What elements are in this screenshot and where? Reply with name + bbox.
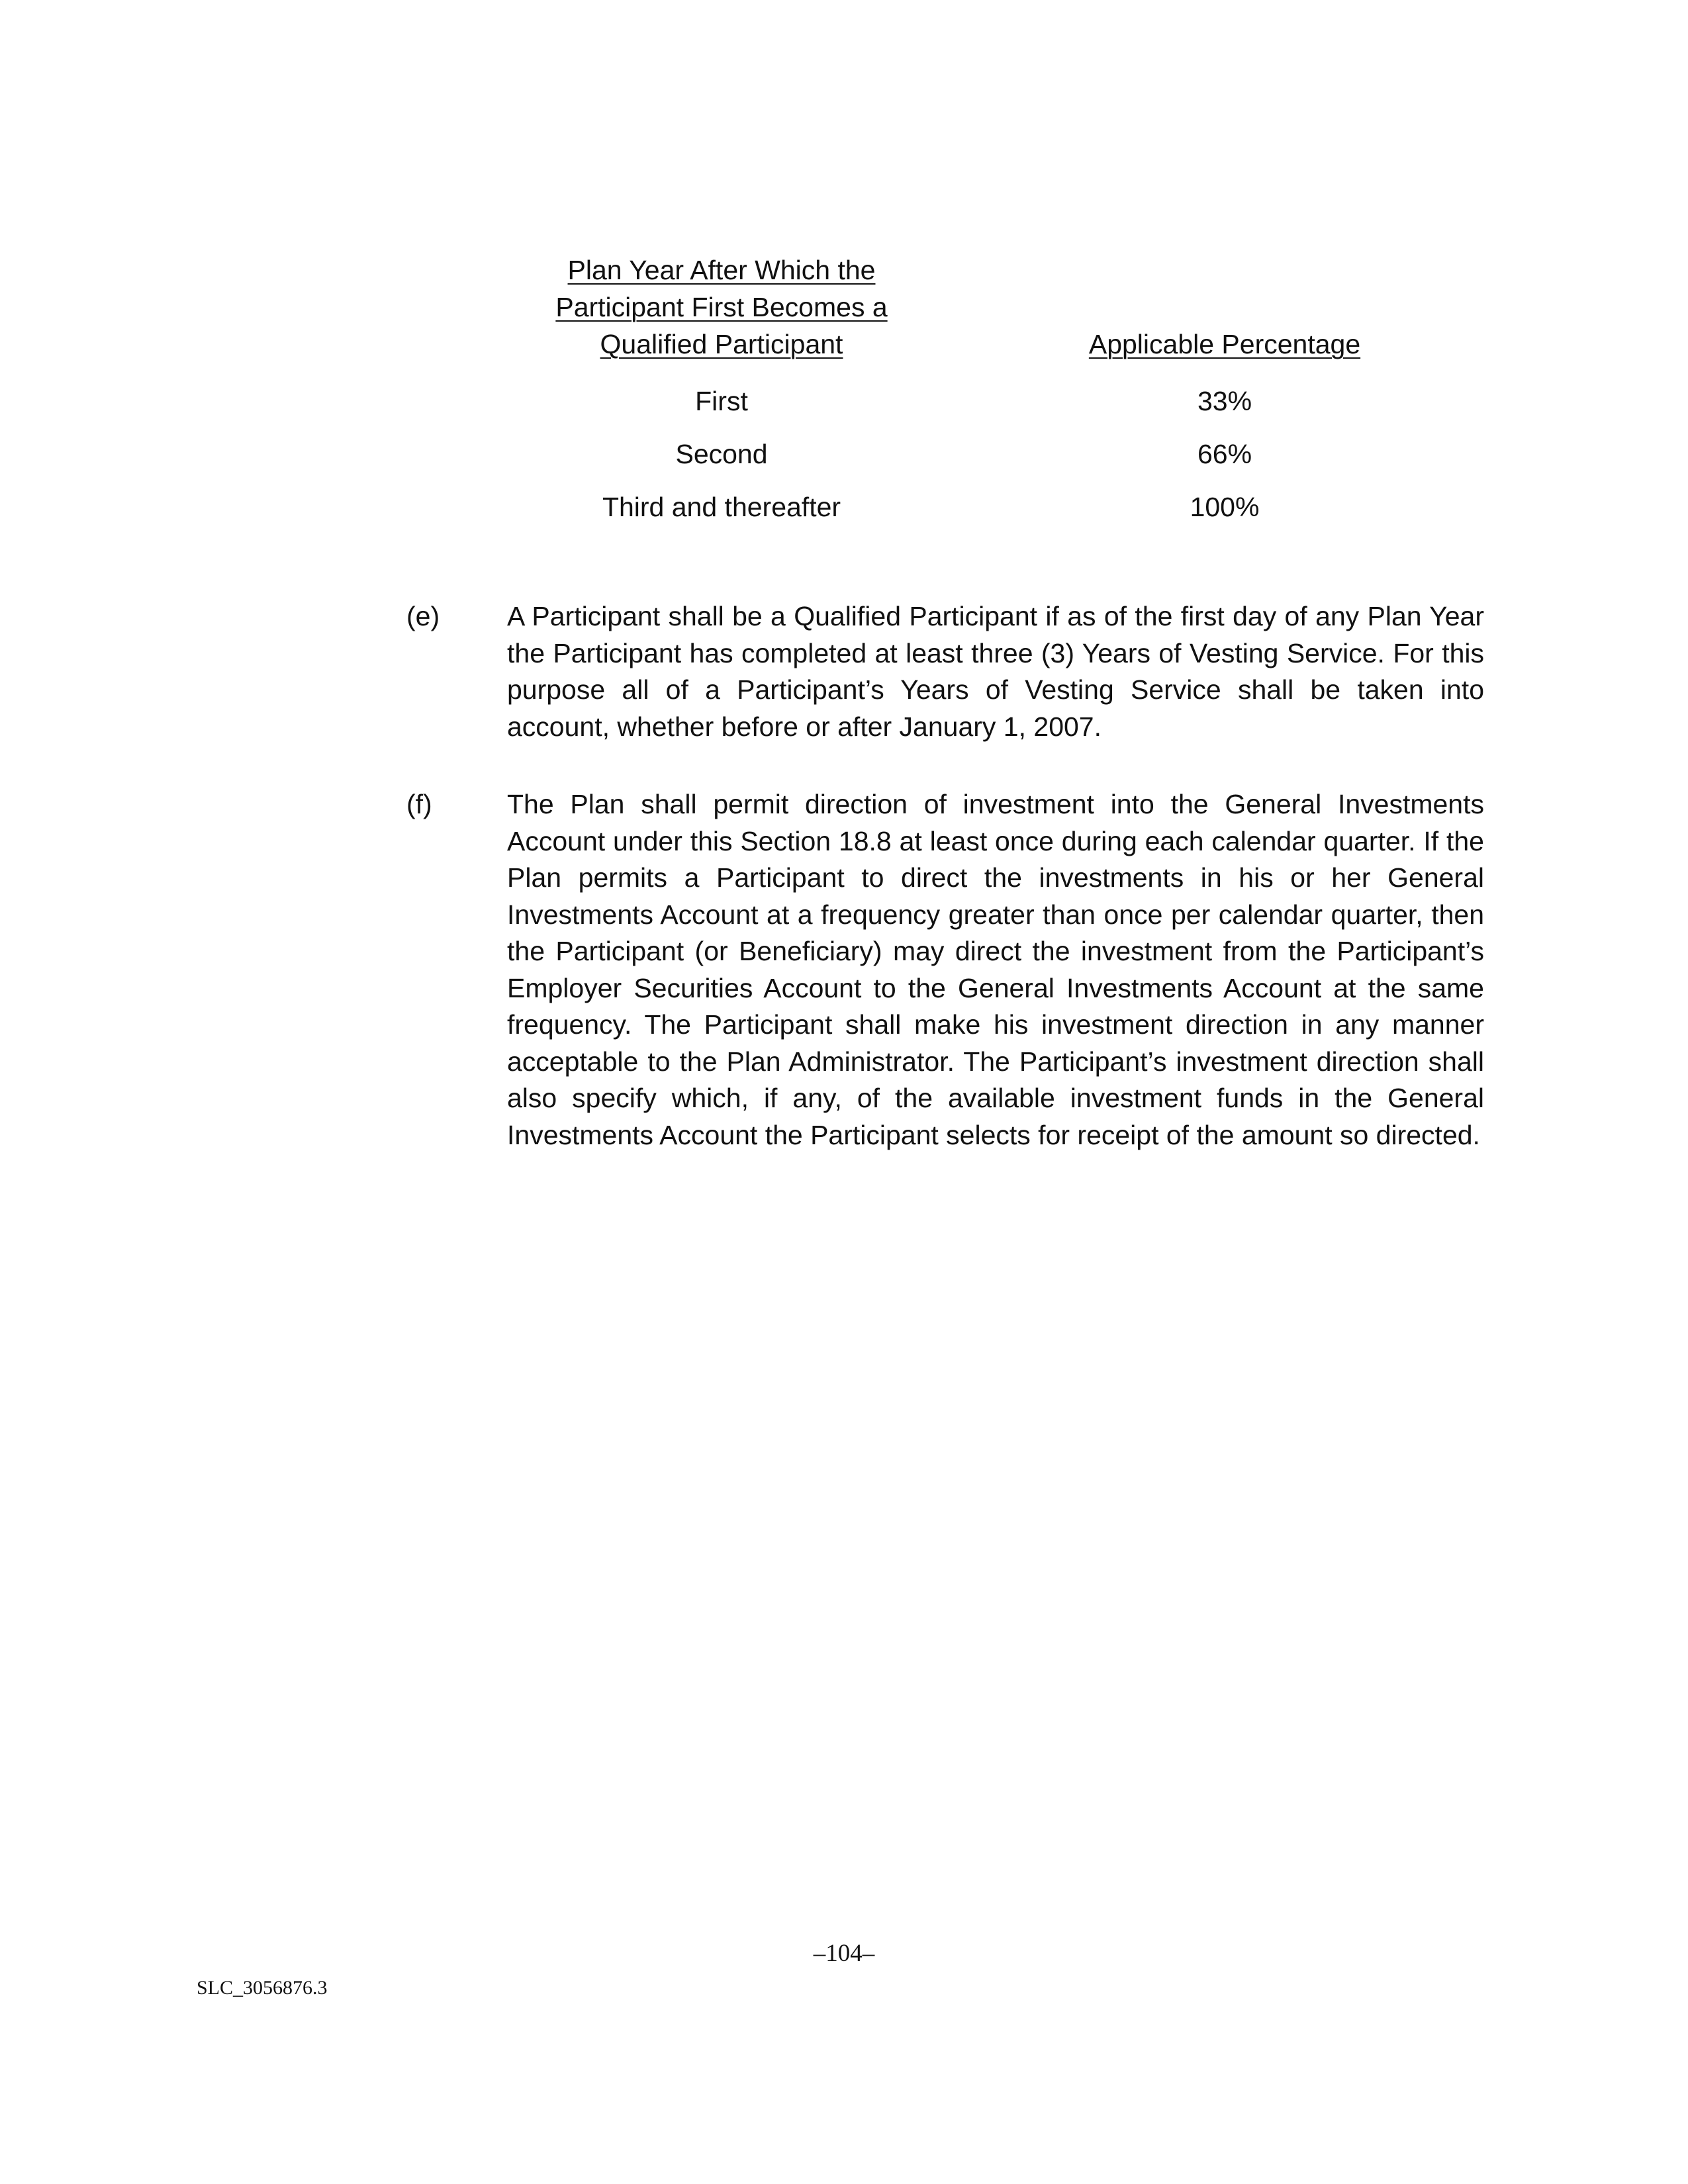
row-percentage: 100% xyxy=(1190,492,1260,522)
table-header-plan-year xyxy=(516,251,927,363)
row-percentage: 33% xyxy=(1197,386,1252,416)
header-line: Qualified Participant xyxy=(600,329,843,359)
row-label: First xyxy=(695,386,748,416)
header-line: Participant First Becomes a xyxy=(555,292,888,322)
row-percentage: 66% xyxy=(1197,439,1252,469)
document-id: SLC_3056876.3 xyxy=(197,1977,328,1999)
table-row xyxy=(516,434,1443,474)
page-number: –104– xyxy=(813,1940,875,1967)
row-label: Third and thereafter xyxy=(602,492,841,522)
paragraph-marker: (e) xyxy=(406,601,440,631)
paragraph-marker: (f) xyxy=(406,789,432,819)
row-label: Second xyxy=(675,439,768,469)
paragraph-text: A Participant shall be a Qualified Participant if as of the first day of any Plan Year the Participant has completed at least three (3) Years of Vesting Service. For this purpose all of a Participant’s Years of Vesting Service shall be taken into account, whether before or after January 1, 2007. xyxy=(507,601,1484,742)
table-header-applicable-percentage: Applicable Percentage xyxy=(1088,329,1361,359)
header-line: Plan Year After Which the xyxy=(567,255,876,285)
table-row xyxy=(516,381,1443,421)
table-row xyxy=(516,487,1443,527)
paragraph-text: The Plan shall permit direction of investment into the General Investments Account under this Section 18.8 at least once during each calendar quarter. If the Plan permits a Participant to direct the investments in his or her General Investments Account at a frequency greater than once per calendar quarter, then the Participant (or Beneficiary) may direct the investment from the Participant’s Employer Securities Account to the General Investments Account at the same frequency. The Participant shall make his investment direction in any manner acceptable to the Plan Administrator. The Participant’s investment direction shall also specify which, if any, of the available investment funds in the General Investments Account the Participant selects for receipt of the amount so directed. xyxy=(507,789,1484,1150)
